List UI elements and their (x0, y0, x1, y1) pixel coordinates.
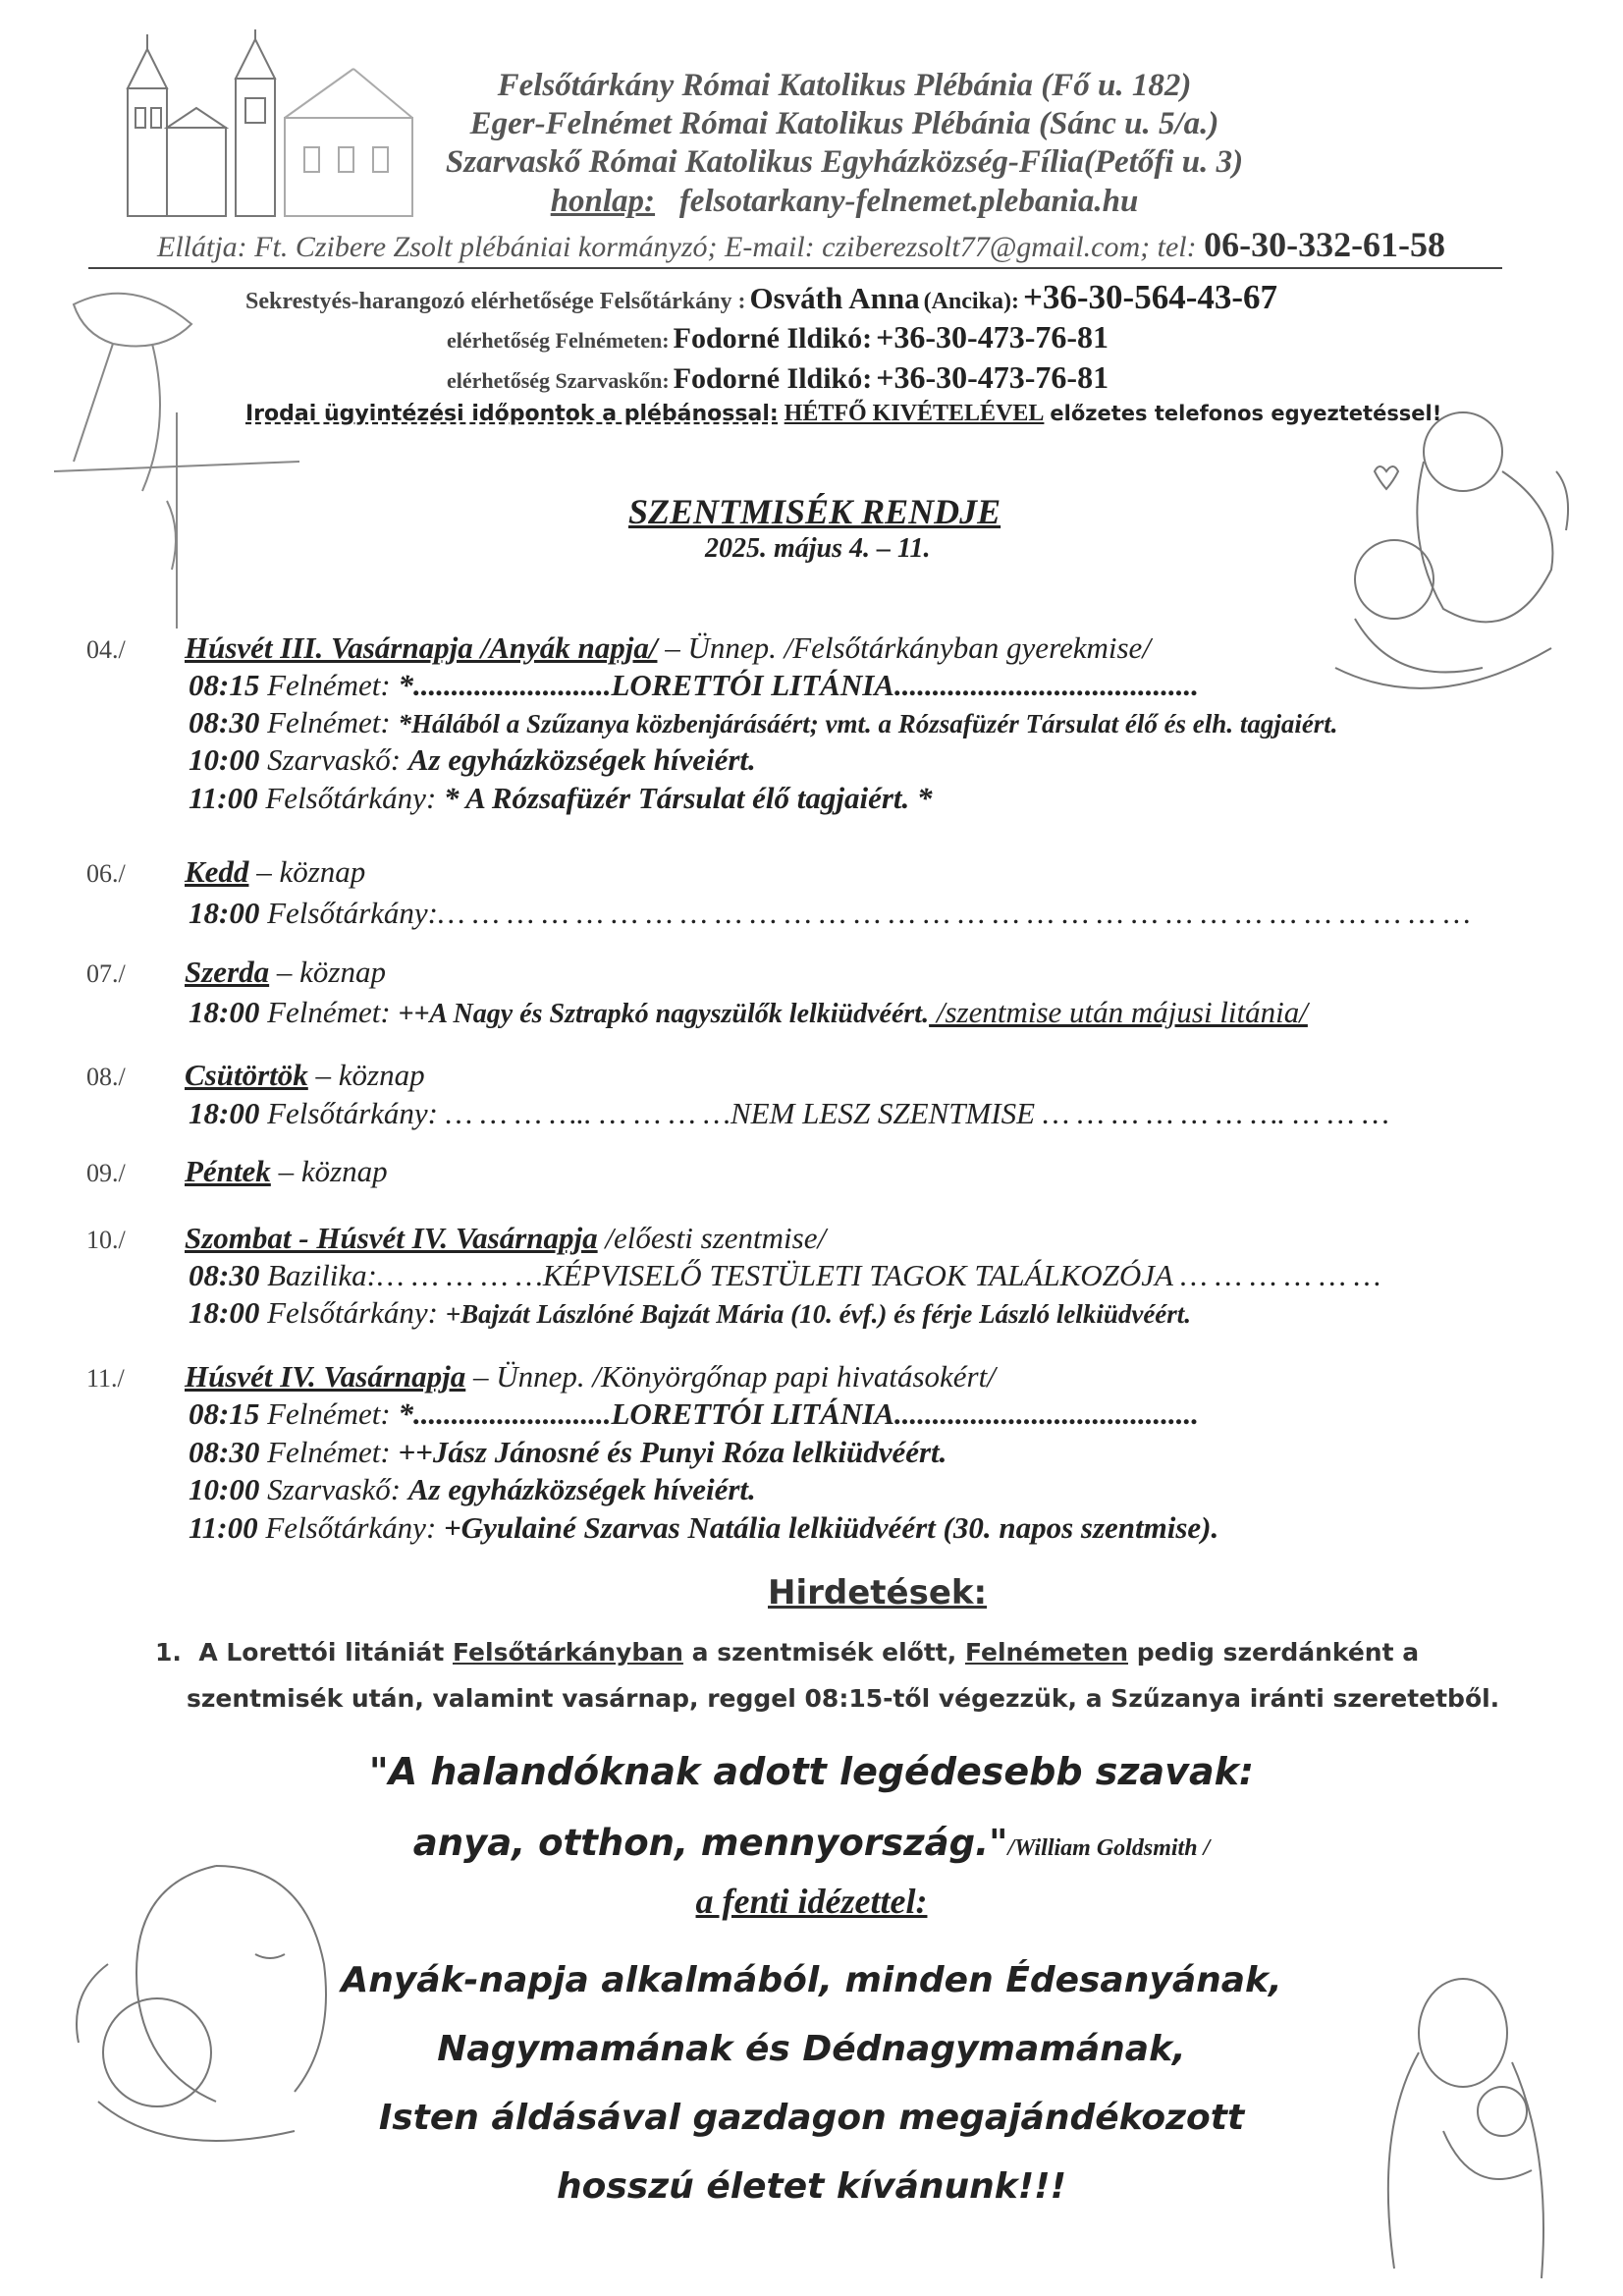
mass-row: 10:00 Szarvaskő: Az egyházközségek híveiért. (189, 1472, 756, 1506)
day-heading (185, 955, 386, 990)
announcements-heading: Hirdetések: (768, 1573, 988, 1613)
day-number: 09./ (86, 1159, 126, 1187)
announcement-item-line2: szentmisék után, valamint vasárnap, reggel 08:15-től végezzük, a Szűzanya iránti szeretetből. (187, 1684, 1500, 1713)
day-note: – Ünnep. /Felsőtárkányban gyerekmise/ (657, 630, 1151, 665)
mother-child-illustration (1316, 393, 1581, 717)
quote-line-1: "A halandóknak adott legédesebb szavak: (368, 1750, 1255, 1793)
day-name: Csütörtök (185, 1058, 308, 1092)
dove-cross-illustration (54, 265, 299, 638)
header-rule (88, 267, 1502, 269)
contact-name: Osváth Anna (749, 281, 920, 315)
day-number: 11./ (86, 1364, 125, 1393)
office-note: előzetes telefonos egyeztetéssel! (1050, 402, 1442, 425)
mother-baby-illustration-left (69, 1846, 442, 2170)
day-name: Kedd (185, 854, 249, 889)
day-note: – Ünnep. /Könyörgőnap papi hivatásokért/ (465, 1359, 996, 1394)
mass-row: 18:00 Felsőtárkány: … … … ….. … … … …NEM LESZ SZENTMISE … … … … … … …. … … … (189, 1096, 1389, 1130)
contact-label: elérhetőség Felnémeten: (447, 328, 670, 353)
header-line-1: Felsőtárkány Római Katolikus Plébánia (Fő u. 182) (497, 68, 1192, 103)
mass-row: 08:15 Felnémet: *..........................LORETTÓI LITÁNIA........................................ (189, 668, 1199, 702)
mother-baby-illustration-right (1355, 1974, 1581, 2288)
day-number: 07./ (86, 959, 126, 988)
quote-line-5: Nagymamának és Dédnagymamának, (437, 2029, 1186, 2069)
contact-row-sacristan (245, 278, 1277, 317)
homepage-line (353, 183, 1335, 221)
quote-line-7: hosszú életet kívánunk!!! (557, 2166, 1066, 2207)
contact-name: Fodorné Ildikó: (673, 322, 873, 355)
day-heading (185, 1058, 425, 1093)
mass-row: 18:00 Felsőtárkány:… … … … … … … … … … … … … … … … … … … … … … … … … … … … … … (189, 896, 1471, 930)
provider-line (157, 224, 1445, 265)
mass-row: 18:00 Felnémet: ++A Nagy és Sztrapkó nagyszülők lelkiüdvéért. /szentmise után májusi litánia/ (189, 995, 1308, 1029)
day-name: Péntek (185, 1154, 271, 1188)
contact-row-szarvasko (447, 359, 1109, 396)
contact-nick: (Ancika): (923, 289, 1019, 314)
contact-phone: +36-30-473-76-81 (876, 359, 1109, 395)
day-note: – köznap (270, 1154, 388, 1188)
contact-label: elérhetőség Szarvaskőn: (447, 368, 670, 393)
day-number: 04./ (86, 635, 126, 664)
day-note: – köznap (248, 854, 366, 889)
day-note: – köznap (307, 1058, 425, 1092)
day-number: 06./ (86, 859, 126, 888)
homepage-url[interactable]: felsotarkany-felnemet.plebania.hu (678, 184, 1139, 219)
day-name: Húsvét IV. Vasárnapja (185, 1359, 466, 1394)
quote-line-3: a fenti idézettel: (695, 1882, 928, 1921)
day-heading (185, 854, 365, 890)
header-line-3: Szarvaskő Római Katolikus Egyházközség-Fília(Petőfi u. 3) (445, 144, 1244, 180)
page-title: SZENTMISÉK RENDJE (628, 492, 1001, 531)
email[interactable]: cziberezsolt77@gmail.com; (822, 231, 1151, 263)
tel-label: tel: (1157, 231, 1197, 263)
day-name: Szombat - Húsvét IV. Vasárnapja (185, 1221, 598, 1255)
contact-row-felnemet (447, 319, 1109, 355)
day-name: Szerda (185, 955, 270, 989)
header-line-2: Eger-Felnémet Római Katolikus Plébánia (Sánc u. 5/a.) (469, 106, 1219, 141)
quote-line-6: Isten áldásával gazdagon megajándékozott (378, 2098, 1245, 2138)
day-number: 08./ (86, 1063, 126, 1091)
contact-label: Sekrestyés-harangozó elérhetősége Felsőtárkány : (245, 289, 746, 314)
mass-row: 18:00 Felsőtárkány: +Bajzát Lászlóné Bajzát Mária (10. évf.) és férje László lelkiüdvéért. (189, 1295, 1192, 1330)
contact-name: Fodorné Ildikó: (673, 362, 873, 395)
day-note: – köznap (269, 955, 386, 989)
contact-phone: +36-30-564-43-67 (1022, 278, 1278, 316)
mass-row: 08:15 Felnémet: *..........................LORETTÓI LITÁNIA........................................ (189, 1396, 1199, 1431)
quote-author: /William Goldsmith / (1007, 1835, 1211, 1861)
provider-text: Ellátja: Ft. Czibere Zsolt plébániai kormányzó; E-mail: (157, 231, 815, 263)
mass-row: 11:00 Felsőtárkány: +Gyulainé Szarvas Natália lelkiüdvéért (30. napos szentmise). (189, 1510, 1219, 1545)
office-label: Irodai ügyintézési időpontok a plébánossal: (245, 402, 779, 426)
mass-row: 08:30 Bazilika:… … … … …KÉPVISELŐ TESTÜLETI TAGOK TALÁLKOZÓJA … … … … … … (189, 1258, 1381, 1292)
tel-number: 06-30-332-61-58 (1204, 225, 1446, 264)
contact-phone: +36-30-473-76-81 (876, 319, 1109, 355)
office-day: HÉTFŐ KIVÉTELÉVEL (784, 401, 1045, 426)
day-heading (185, 1221, 826, 1256)
office-hours (245, 401, 1441, 427)
quote-line-2: anya, otthon, mennyország."/William Goldsmith / (412, 1822, 1211, 1864)
mass-row: 11:00 Felsőtárkány: * A Rózsafüzér Társulat élő tagjaiért. * (189, 781, 933, 815)
day-number: 10./ (86, 1226, 126, 1254)
mass-row: 08:30 Felnémet: *Hálából a Szűzanya közbenjárásáért; vmt. a Rózsafüzér Társulat élő és elh. tagjaiért. (189, 705, 1338, 739)
date-range: 2025. május 4. – 11. (705, 533, 931, 564)
announcement-item: 1. A Lorettói litániát Felsőtárkányban a szentmisék előtt, Felnémeten pedig szerdánként a (155, 1638, 1420, 1667)
mass-row: 10:00 Szarvaskő: Az egyházközségek híveiért. (189, 742, 756, 777)
day-heading (185, 630, 1151, 666)
day-name: Húsvét III. Vasárnapja /Anyák napja/ (185, 630, 658, 665)
quote-line-4: Anyák-napja alkalmából, minden Édesanyának, (341, 1960, 1282, 2000)
day-note: /előesti szentmise/ (597, 1221, 827, 1255)
day-heading (185, 1359, 996, 1394)
homepage-label: honlap: (550, 184, 656, 219)
day-heading (185, 1154, 388, 1189)
mass-row: 08:30 Felnémet: ++Jász Jánosné és Punyi Róza lelkiüdvéért. (189, 1435, 947, 1469)
